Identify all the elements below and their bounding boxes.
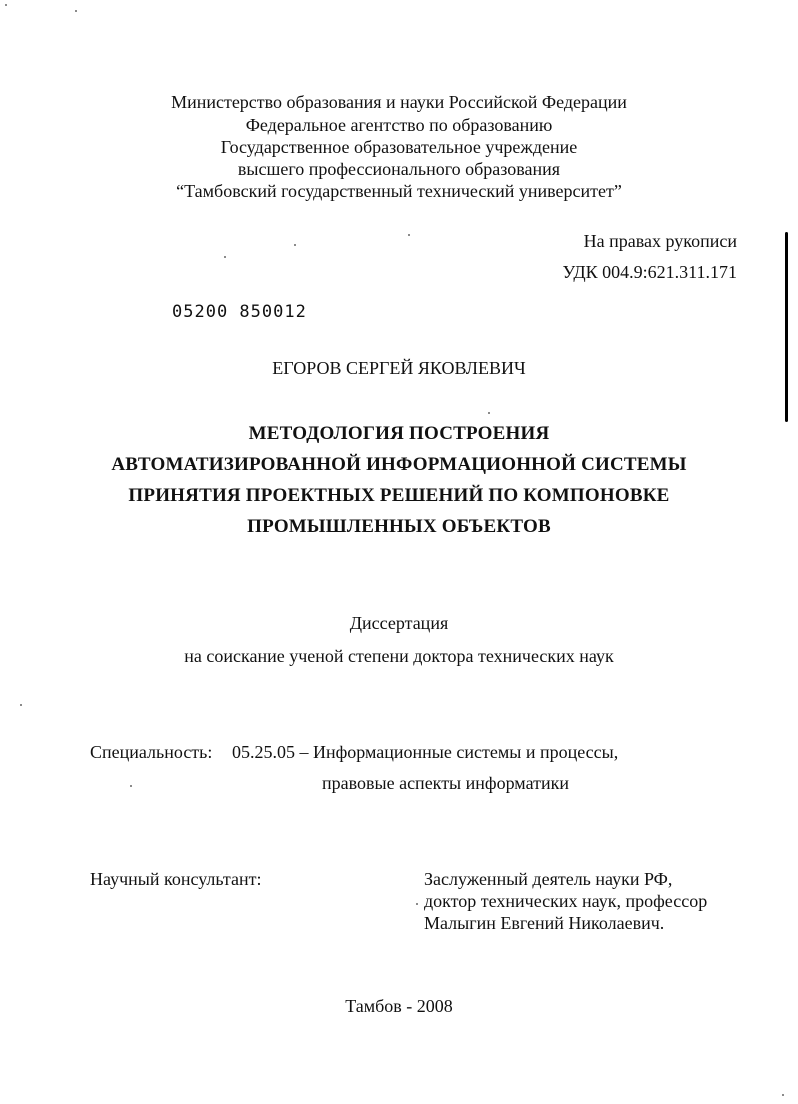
scan-speck [5, 4, 7, 6]
agency-line: Федеральное агентство по образованию [245, 115, 553, 135]
scan-edge-mark [785, 232, 788, 422]
specialty-code-line: 05.25.05 – Информационные системы и процессы, [232, 742, 619, 762]
specialty-label: Специальность: [90, 742, 213, 762]
institution-type-line: Государственное образовательное учреждение [220, 137, 578, 157]
consultant-title-line: Заслуженный деятель науки РФ, [424, 869, 673, 889]
consultant-name-line: Малыгин Евгений Николаевич. [424, 913, 665, 933]
thesis-title-line-1: МЕТОДОЛОГИЯ ПОСТРОЕНИЯ [248, 423, 550, 444]
author-name: ЕГОРОВ СЕРГЕЙ ЯКОВЛЕВИЧ [272, 358, 526, 378]
thesis-title-line-4: ПРОМЫШЛЕННЫХ ОБЪЕКТОВ [247, 516, 551, 537]
thesis-title-line-3: ПРИНЯТИЯ ПРОЕКТНЫХ РЕШЕНИЙ ПО КОМПОНОВКЕ [128, 485, 670, 506]
scan-speck [294, 244, 296, 246]
scan-speck [408, 234, 410, 236]
scan-speck [75, 10, 77, 12]
place-year: Тамбов - 2008 [345, 996, 453, 1016]
registry-number-stamp: 05200 850012 [172, 302, 307, 322]
scan-speck [782, 1094, 784, 1096]
scan-speck [488, 412, 490, 414]
scan-speck [224, 256, 226, 258]
specialty-line-2: правовые аспекты информатики [322, 773, 569, 793]
manuscript-note: На правах рукописи [583, 231, 737, 251]
work-type: Диссертация [349, 613, 449, 633]
scan-speck [416, 903, 418, 905]
education-level-line: высшего профессионального образования [237, 159, 561, 179]
consultant-label: Научный консультант: [90, 869, 262, 889]
thesis-title-line-2: АВТОМАТИЗИРОВАННОЙ ИНФОРМАЦИОННОЙ СИСТЕМЫ [111, 454, 687, 475]
university-name-line: “Тамбовский государственный технический университет” [176, 181, 622, 201]
degree-line: на соискание ученой степени доктора технических наук [184, 646, 614, 666]
ministry-line: Министерство образования и науки Российской Федерации [171, 92, 627, 112]
scan-speck [130, 785, 132, 787]
consultant-degree-line: доктор технических наук, профессор [424, 891, 708, 911]
udk-code: УДК 004.9:621.311.171 [562, 262, 737, 282]
scan-speck [20, 704, 22, 706]
